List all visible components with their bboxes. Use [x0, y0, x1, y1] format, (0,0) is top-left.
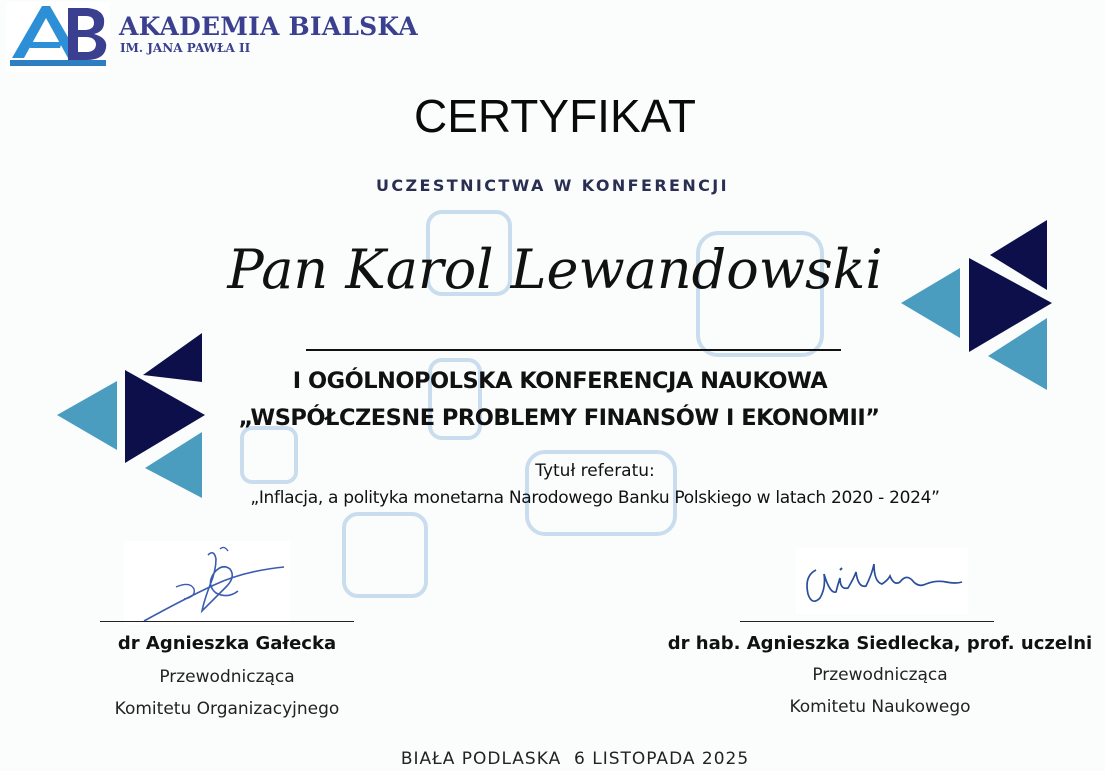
certificate-subtitle: UCZESTNICTWA W KONFERENCJI [375, 176, 730, 195]
signatory-left-role-line2: Komitetu Organizacyjnego [114, 699, 340, 719]
certificate-title: CERTYFIKAT [414, 90, 696, 142]
signature-left-image [124, 541, 290, 625]
signatory-left-name: dr Agnieszka Gałecka [117, 633, 337, 654]
signatory-right-name: dr hab. Agnieszka Siedlecka, prof. uczelni [667, 633, 1093, 654]
decor-triangle [901, 268, 960, 338]
logo-name: AKADEMIA BIALSKA [119, 12, 418, 41]
place-and-date: BIAŁA PODLASKA 6 LISTOPADA 2025 [400, 749, 750, 769]
signature-left-line [100, 621, 354, 622]
paper-title: „Inflacja, a polityka monetarna Narodowego Banku Polskiego w latach 2020 - 2024” [250, 488, 940, 508]
paper-title-label: Tytuł referatu: [535, 461, 655, 481]
recipient-name: Pan Karol Lewandowski [227, 238, 883, 301]
conference-name-line2: „WSPÓŁCZESNE PROBLEMY FINANSÓW I EKONOMII” [238, 405, 880, 431]
recipient-underline [306, 349, 841, 351]
signature-right-image [796, 548, 968, 614]
signatory-right-role-line1: Przewodnicząca [812, 665, 948, 685]
logo-subtitle: IM. JANA PAWŁA II [120, 41, 251, 55]
signatory-left-role-line1: Przewodnicząca [159, 667, 295, 687]
conference-name-line1: I OGÓLNOPOLSKA KONFERENCJA NAUKOWA [292, 368, 828, 394]
signatory-right-role-line2: Komitetu Naukowego [789, 697, 971, 717]
signature-right-line [740, 621, 994, 622]
